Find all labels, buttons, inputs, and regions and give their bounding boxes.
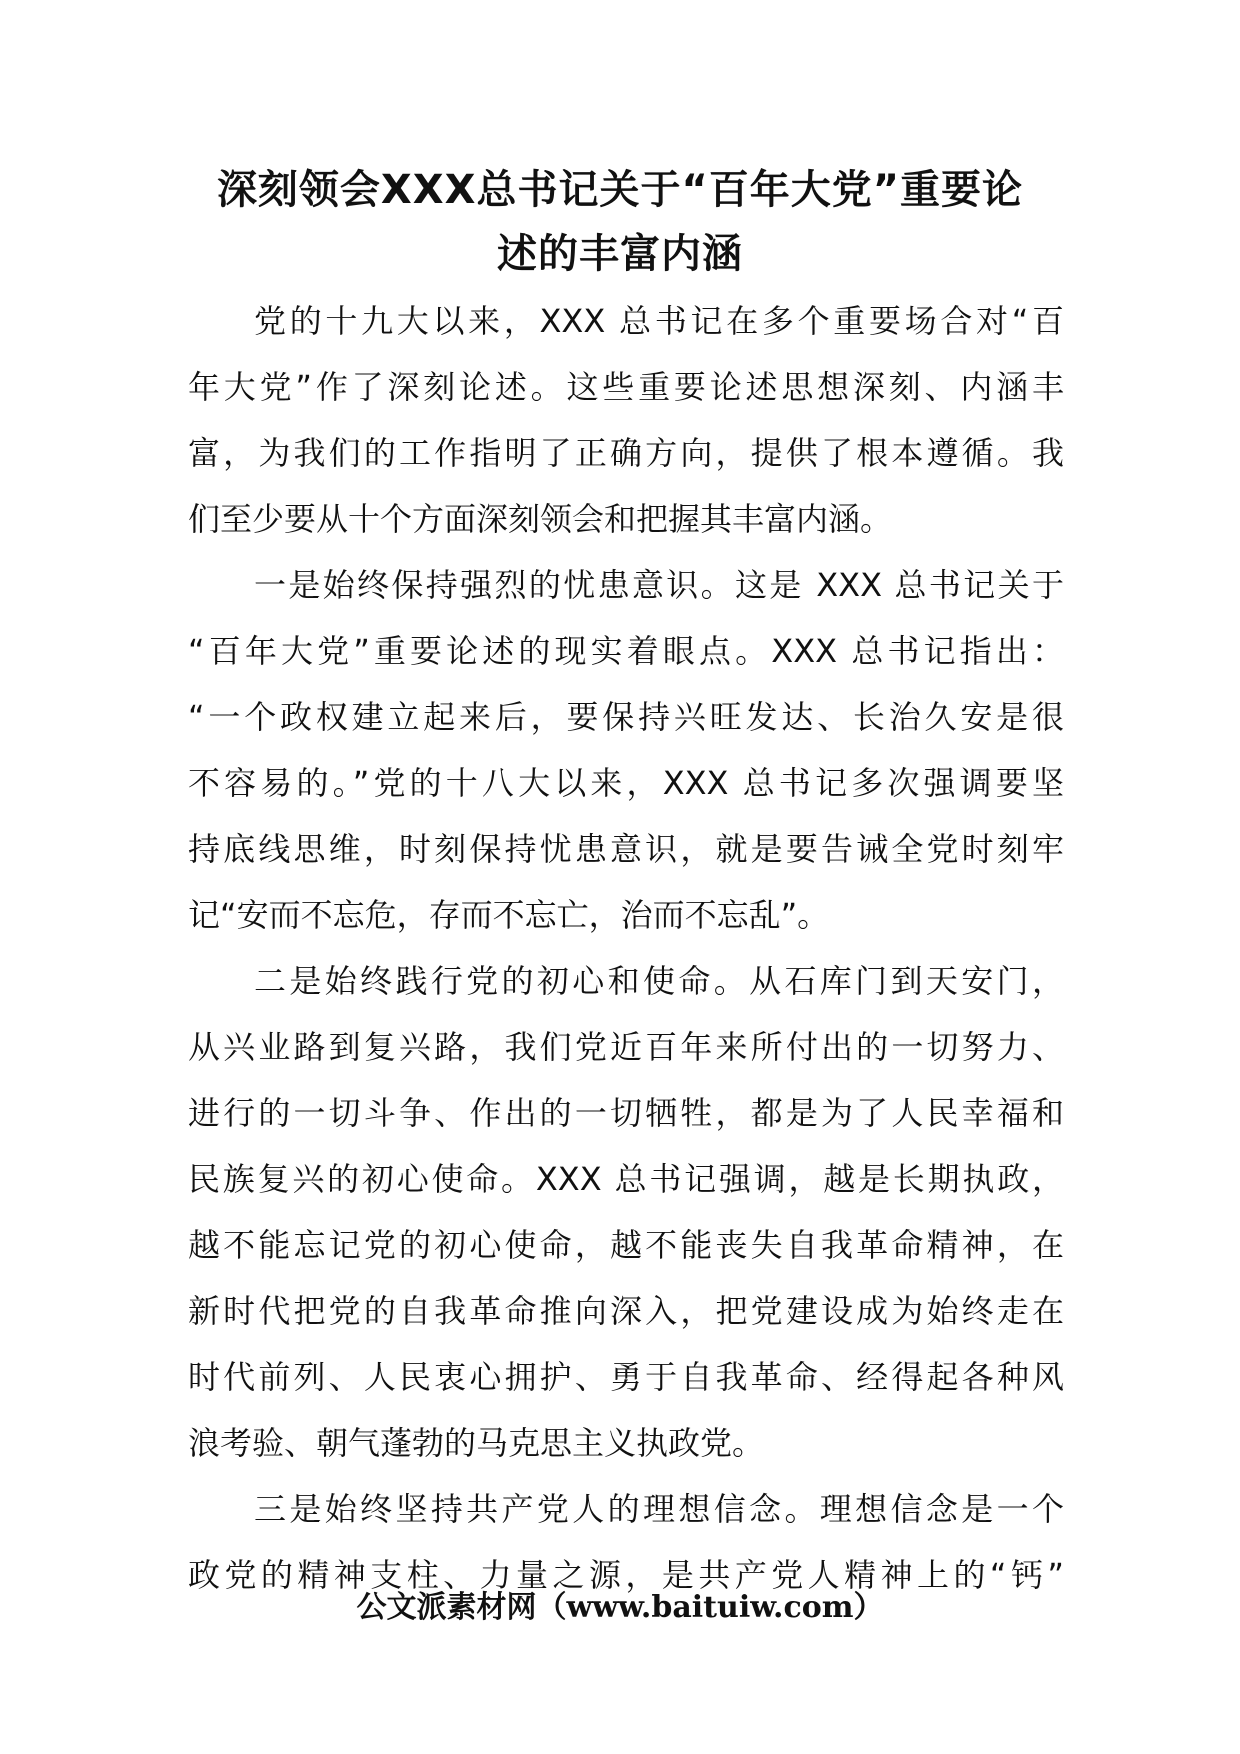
text-line: 越不能忘记党的初心使命，越不能丧失自我革命精神，在 <box>188 1226 1064 1264</box>
paragraph-intro <box>188 288 1064 552</box>
title-line-2: 述的丰富内涵 <box>497 231 743 277</box>
text-line: 富，为我们的工作指明了正确方向，提供了根本遵循。我 <box>188 434 1064 472</box>
text-line: 一是始终保持强烈的忧患意识。这是 XXX 总书记关于 <box>254 566 1064 604</box>
title-line-1: 深刻领会XXX总书记关于“百年大党”重要论 <box>216 167 1024 213</box>
text-line: 持底线思维，时刻保持忧患意识，就是要告诫全党时刻牢 <box>188 830 1064 868</box>
text-line: 时代前列、人民衷心拥护、勇于自我革命、经得起各种风 <box>188 1358 1064 1396</box>
footer-source: 公文派素材网（www.baituiw.com） <box>356 1590 884 1625</box>
paragraph-point-2 <box>188 948 1064 1476</box>
text-line: 党的十九大以来，XXX 总书记在多个重要场合对“百 <box>254 302 1064 340</box>
text-line: 们至少要从十个方面深刻领会和把握其丰富内涵。 <box>188 500 893 538</box>
text-line: 二是始终践行党的初心和使命。从石库门到天安门， <box>254 962 1064 1000</box>
text-line: 三是始终坚持共产党人的理想信念。理想信念是一个 <box>254 1490 1064 1528</box>
text-line: 政党的精神支柱、力量之源，是共产党人精神上的“钙” <box>188 1556 1064 1594</box>
text-line: 新时代把党的自我革命推向深入，把党建设成为始终走在 <box>188 1292 1064 1330</box>
text-line: 浪考验、朝气蓬勃的马克思主义执政党。 <box>188 1424 765 1462</box>
text-line: 记“安而不忘危，存而不忘亡，治而不忘乱”。 <box>188 896 830 934</box>
text-line: “一个政权建立起来后，要保持兴旺发达、长治久安是很 <box>188 698 1064 736</box>
paragraph-point-1 <box>188 552 1064 948</box>
text-line: 从兴业路到复兴路，我们党近百年来所付出的一切努力、 <box>188 1028 1064 1066</box>
text-line: 进行的一切斗争、作出的一切牺牲，都是为了人民幸福和 <box>188 1094 1064 1132</box>
document-body <box>188 288 1064 1608</box>
text-line: 民族复兴的初心使命。XXX 总书记强调，越是长期执政， <box>188 1160 1064 1198</box>
text-line: “百年大党”重要论述的现实着眼点。XXX 总书记指出： <box>188 632 1064 670</box>
text-line: 年大党”作了深刻论述。这些重要论述思想深刻、内涵丰 <box>188 368 1064 406</box>
document-title <box>180 158 1060 286</box>
text-line: 不容易的。”党的十八大以来，XXX 总书记多次强调要坚 <box>188 764 1064 802</box>
